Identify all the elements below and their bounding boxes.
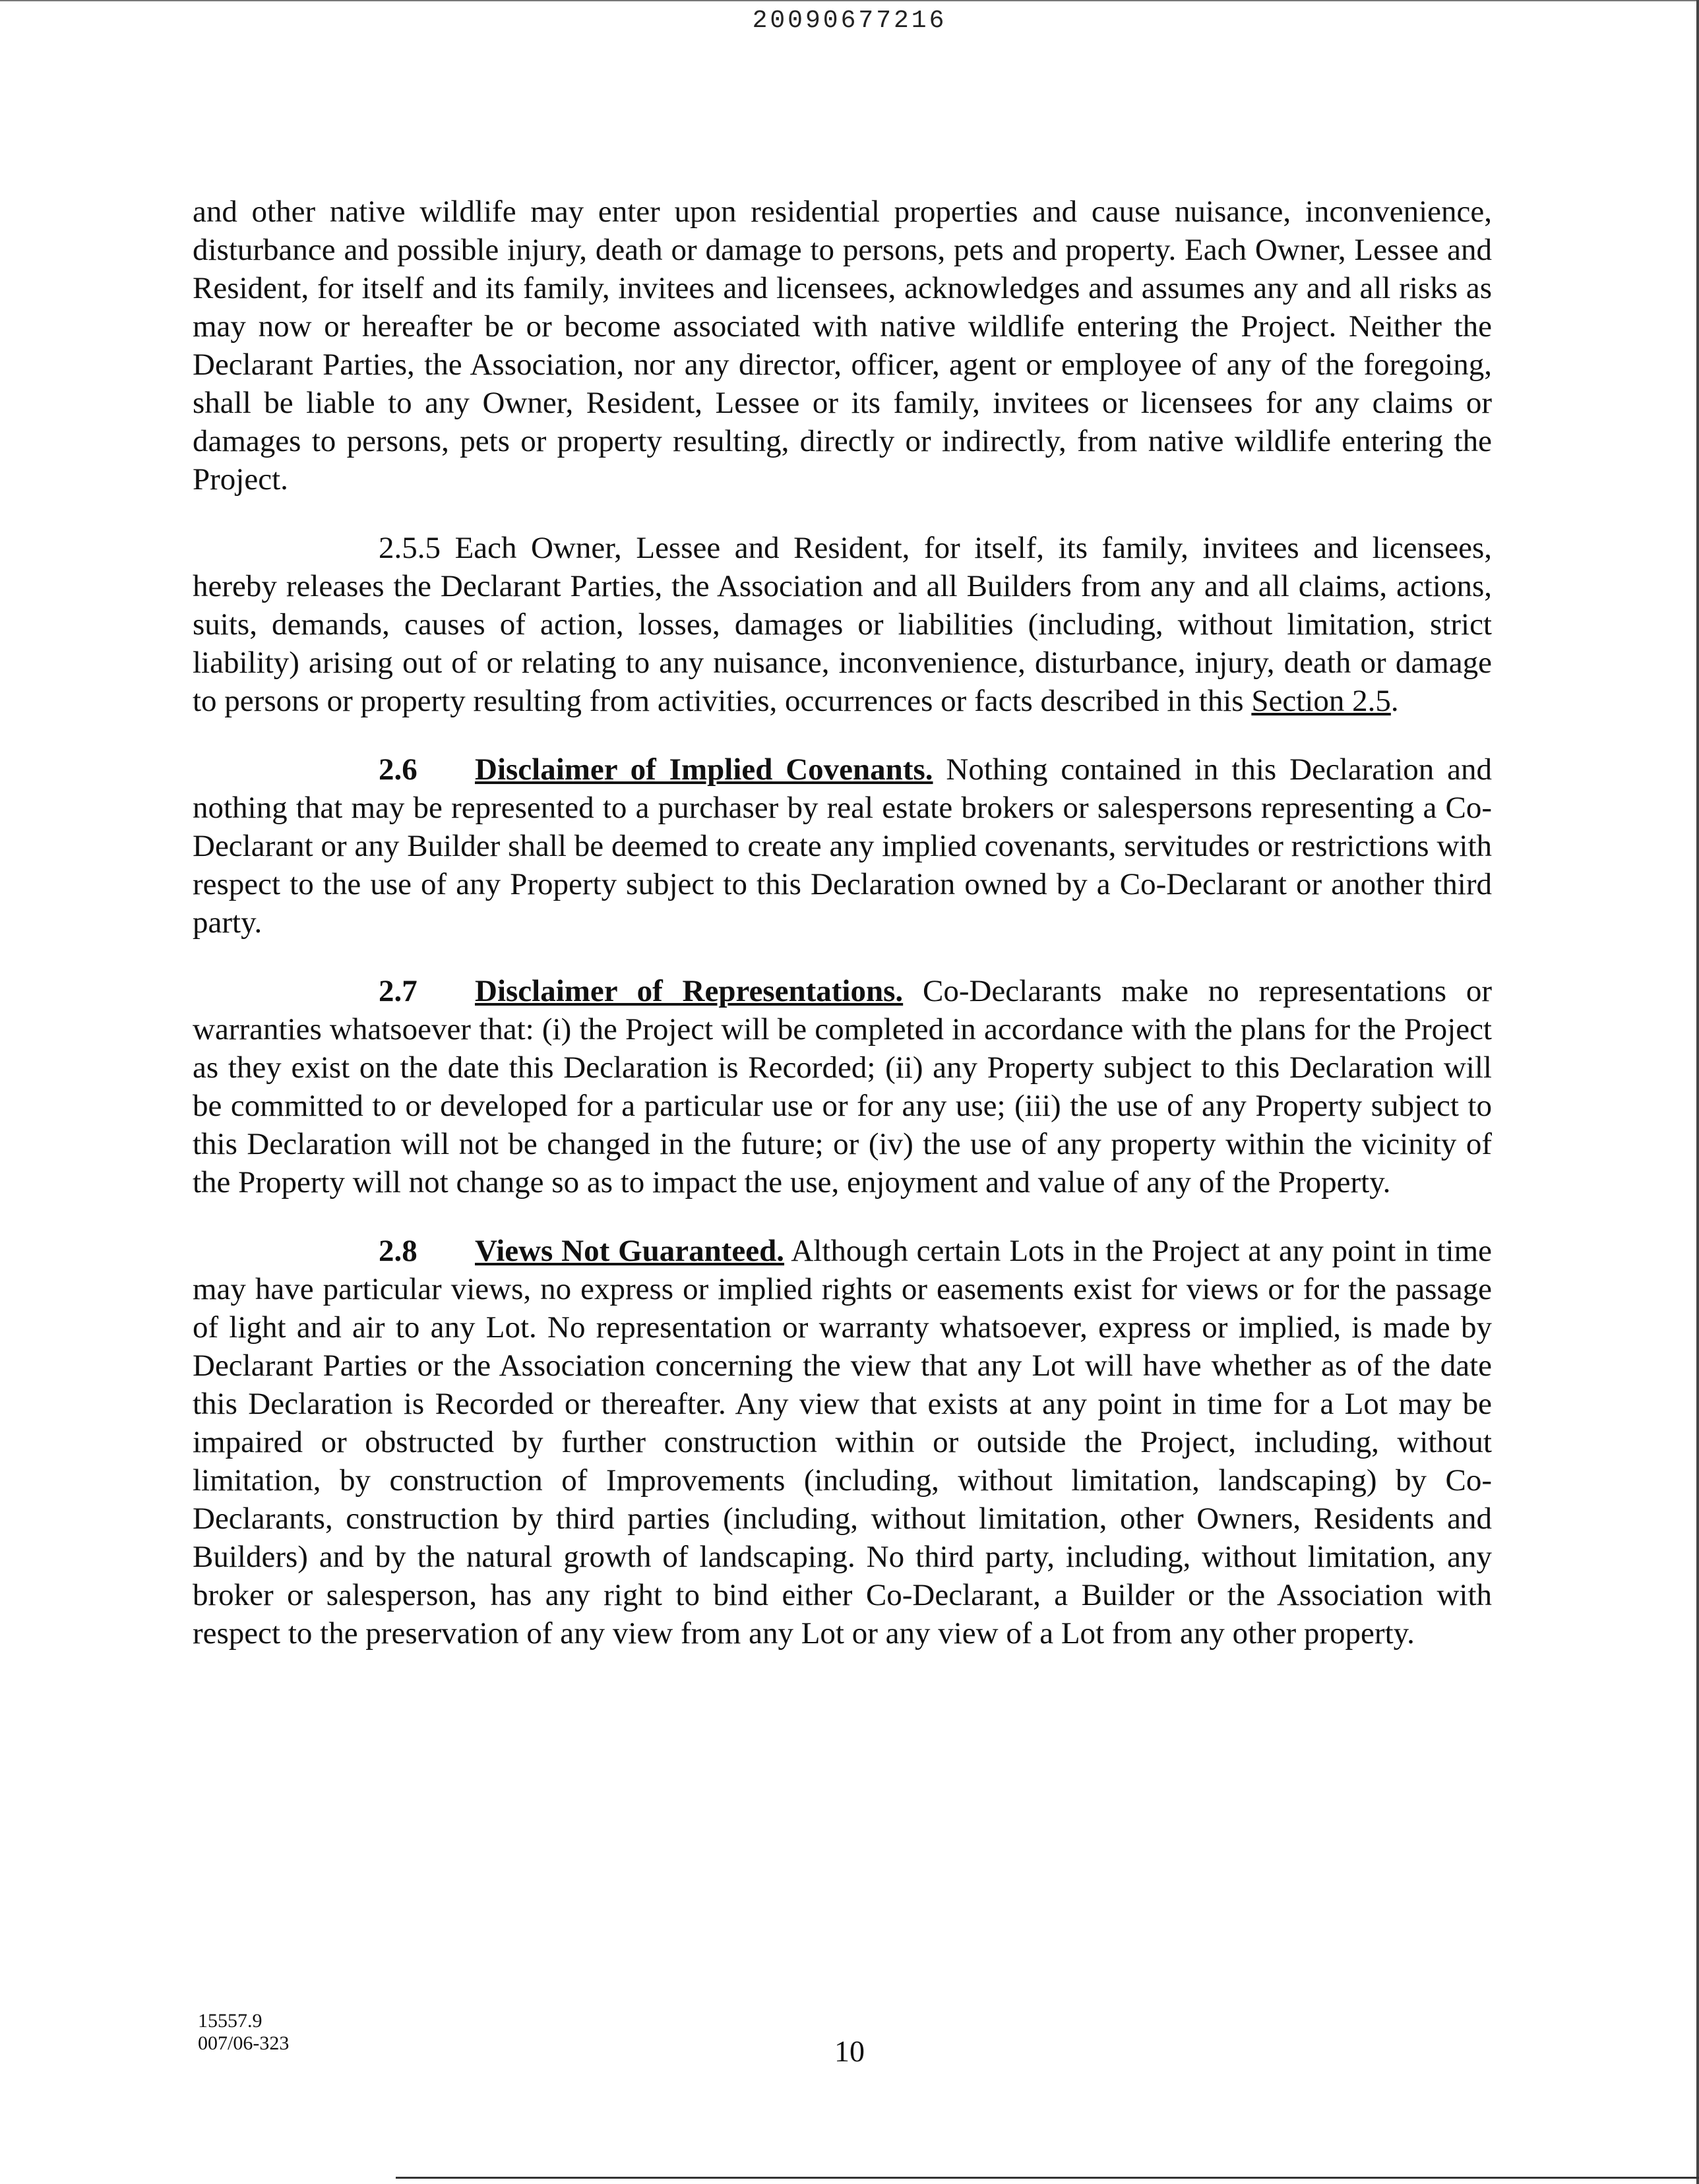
section-end: .: [1390, 684, 1399, 718]
section-reference: Section 2.5: [1251, 684, 1391, 718]
section-2-8: [193, 1232, 1492, 1653]
page-top-edge: [0, 0, 1699, 1]
section-number: 2.5.5: [379, 531, 441, 565]
section-2-5-5: [193, 529, 1492, 720]
section-title: Disclaimer of Implied Covenants.: [475, 752, 933, 787]
page-bottom-edge: [396, 2177, 1699, 2179]
section-number: 2.8: [379, 1234, 417, 1268]
footer-code-line-1: 15557.9: [198, 2010, 263, 2032]
footer-code-line-2: 007/06-323: [198, 2032, 290, 2054]
section-2-6: [193, 750, 1492, 942]
section-number: 2.7: [379, 974, 417, 1008]
section-text: Co-Declarants make no representations or warranties whatsoever that: (i) the Project will be completed in accordance with the plans for the Project as they exist on the date this Declaration is Recorded; (ii) any Property subject to this Declaration will be committed to or developed for a particular use or for any use; (iii) the use of any Property subject to this Declaration will not be changed in the future; or (iv) the use of any property within the vicinity of the Property will not change so as to impact the use, enjoyment and value of any of the Property.: [193, 974, 1492, 1199]
page-number: 10: [834, 2034, 865, 2068]
document-body: [193, 193, 1492, 1683]
section-title: Views Not Guaranteed.: [475, 1234, 785, 1268]
paragraph-wildlife: and other native wildlife may enter upon residential properties and cause nuisance, inconvenience, disturbance and possible injury, death or damage to persons, pets and property. Each Owner, Lessee and Resident, for itself and its family, invitees and licensees, acknowledges and assumes any and all risks as may now or hereafter be or become associated with native wildlife entering the Project. Neither the Declarant Parties, the Association, nor any director, officer, agent or employee of any of the foregoing, shall be liable to any Owner, Resident, Lessee or its family, invitees or licensees for any claims or damages to persons, pets or property resulting, directly or indirectly, from native wildlife entering the Project.: [193, 195, 1492, 497]
page-right-edge: [1696, 0, 1699, 2184]
section-title: Disclaimer of Representations.: [475, 974, 904, 1008]
section-text: Although certain Lots in the Project at any point in time may have particular views, no express or implied rights or easements exist for views or for the passage of light and air to any Lot. No representation or warranty whatsoever, express or implied, is made by Declarant Parties or the Association concerning the view that any Lot will have whether as of the date this Declaration is Recorded or thereafter. Any view that exists at any point in time for a Lot may be impaired or obstructed by further construction within or outside the Project, including, without limitation, by construction of Improvements (including, without limitation, landscaping) by Co-Declarants, construction by third parties (including, without limitation, other Owners, Residents and Builders) and by the natural growth of landscaping. No third party, including, without limitation, any broker or salesperson, has any right to bind either Co-Declarant, a Builder or the Association with respect to the preservation of any view from any Lot or any view of a Lot from any other property.: [193, 1234, 1493, 1651]
section-text: Nothing contained in this Declaration and nothing that may be represented to a purchaser by real estate brokers or salespersons representing a Co-Declarant or any Builder shall be deemed to create any implied covenants, servitudes or restrictions with respect to the use of any Property subject to this Declaration owned by a Co-Declarant or another third party.: [193, 752, 1493, 940]
recording-number: 20090677216: [752, 7, 947, 35]
section-number: 2.6: [379, 752, 417, 787]
section-text: Each Owner, Lessee and Resident, for itself, its family, invitees and licensees, hereby releases the Declarant Parties, the Association and all Builders from any and all claims, actions, suits, demands, causes of action, losses, damages or liabilities (including, without limitation, strict liability) arising out of or relating to any nuisance, inconvenience, disturbance, injury, death or damage to persons or property resulting from activities, occurrences or facts described in this: [193, 531, 1493, 718]
section-2-7: [193, 972, 1492, 1201]
